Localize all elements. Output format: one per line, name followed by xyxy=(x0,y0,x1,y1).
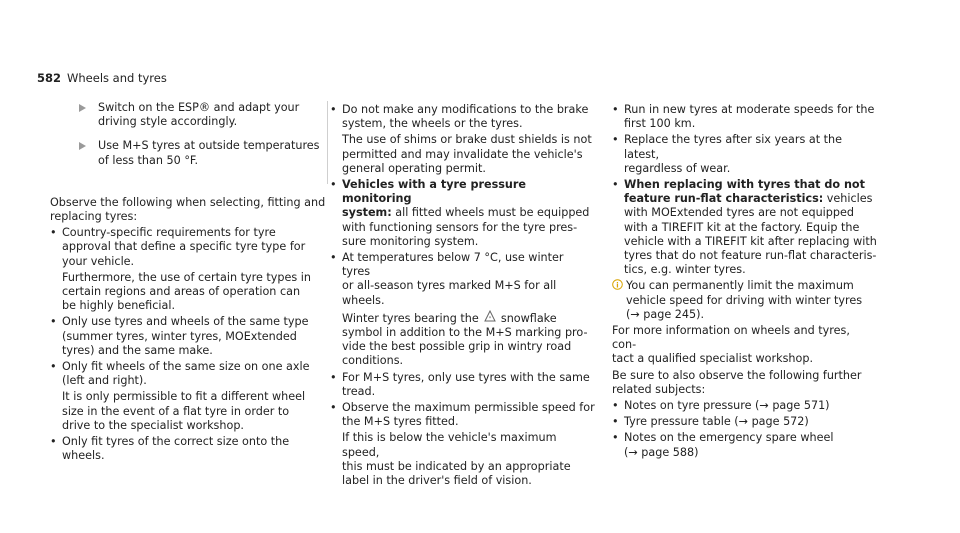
bullet-icon: • xyxy=(612,133,619,147)
step-text: Use M+S tyres at outside temperatures xyxy=(98,139,320,153)
text-line: label in the driver's field of vision. xyxy=(342,474,532,488)
text-line: vehicle speed for driving with winter tyres xyxy=(626,293,863,307)
text-line: or all-season tyres marked M+S for all xyxy=(342,279,557,293)
page-header xyxy=(37,71,167,85)
item-detail xyxy=(342,431,595,488)
text-line: regardless of wear. xyxy=(624,161,731,175)
column-3 xyxy=(612,103,877,462)
related-intro xyxy=(612,369,877,397)
bullet-icon: • xyxy=(50,360,57,374)
column-2 xyxy=(330,103,595,490)
svg-text:i: i xyxy=(616,281,619,290)
item-detail xyxy=(342,310,595,369)
text-line: vide the best possible grip in wintry road xyxy=(342,340,572,354)
text-line: with a TIREFIT kit at the factory. Equip the xyxy=(624,220,860,234)
text-run: snowflake xyxy=(500,311,557,325)
text-line: Be sure to also observe the following further xyxy=(612,368,862,382)
step-text: Switch on the ESP® and adapt your xyxy=(98,101,300,114)
text-line: certain regions and areas of operation can xyxy=(62,285,301,299)
instruction-step xyxy=(66,139,327,167)
text-line: Only fit wheels of the same size on one axle xyxy=(62,360,310,374)
page-link[interactable]: (→ page 588) xyxy=(624,445,699,459)
text-line: your vehicle. xyxy=(62,254,135,268)
text-line: the M+S tyres fitted. xyxy=(342,415,459,429)
text-line: If this is below the vehicle's maximum speed, xyxy=(342,431,557,459)
page-link[interactable]: (→ page 245). xyxy=(626,307,705,321)
text-run: vehicles xyxy=(823,192,873,206)
text-line: For more information on wheels and tyres, con- xyxy=(612,324,850,352)
text-line: permitted and may invalidate the vehicle's xyxy=(342,147,583,161)
related-link-item[interactable] xyxy=(612,431,877,459)
step-text: of less than 50 °F. xyxy=(98,153,199,167)
bullet-icon: • xyxy=(330,401,337,415)
list-item xyxy=(330,103,595,176)
list-item xyxy=(330,251,595,369)
page-link[interactable]: Tyre pressure table (→ page 572) xyxy=(624,415,809,429)
text-line: It is only permissible to fit a different wheel xyxy=(62,390,306,404)
triangle-right-icon xyxy=(79,142,86,150)
bullet-icon: • xyxy=(50,435,57,449)
bold-heading: Vehicles with a tyre pressure monitoring xyxy=(342,178,527,206)
text-line: related subjects: xyxy=(612,382,706,396)
text-line: At temperatures below 7 °C, use winter tyres xyxy=(342,251,564,279)
text-line: The use of shims or brake dust shields is not xyxy=(342,133,592,147)
bold-heading: feature run-flat characteristics: xyxy=(624,192,824,206)
text-line: Observe the maximum permissible speed for xyxy=(342,401,595,415)
snowflake-mountain-icon-svg xyxy=(484,310,496,322)
instruction-box xyxy=(66,101,328,184)
info-note xyxy=(612,279,877,322)
page-link[interactable]: Notes on tyre pressure (→ page 571) xyxy=(624,399,830,413)
text-line: tyres) and the same make. xyxy=(62,343,213,357)
text-line: tread. xyxy=(342,384,376,398)
text-line: Furthermore, the use of certain tyre types in xyxy=(62,270,311,284)
list-item xyxy=(612,178,877,277)
text-line: Only fit tyres of the correct size onto the xyxy=(62,435,290,449)
related-link-item[interactable] xyxy=(612,399,877,413)
text-line: be highly beneficial. xyxy=(62,299,176,313)
text-run: Winter tyres bearing the xyxy=(342,311,479,325)
text-line xyxy=(342,310,595,326)
text-line: tact a qualified specialist workshop. xyxy=(612,352,814,366)
text-line: (left and right). xyxy=(62,374,147,388)
list-item xyxy=(330,178,595,249)
text-line: general operating permit. xyxy=(342,161,486,175)
bullet-icon: • xyxy=(330,178,337,192)
text-line: Country-specific requirements for tyre xyxy=(62,226,276,240)
text-line: vehicle with a TIREFIT kit after replacing with xyxy=(624,234,877,248)
info-paragraph xyxy=(612,324,877,367)
text-line: conditions. xyxy=(342,354,404,368)
text-line: For M+S tyres, only use tyres with the same xyxy=(342,370,590,384)
list-item xyxy=(50,315,328,358)
bullet-icon: • xyxy=(330,251,337,265)
item-detail xyxy=(342,133,595,176)
instruction-step xyxy=(66,101,327,129)
text-line: Observe the following when selecting, fitting and xyxy=(50,195,326,209)
info-icon xyxy=(612,279,623,294)
list-item xyxy=(50,226,328,313)
list-item xyxy=(50,435,328,463)
text-line: drive to the specialist workshop. xyxy=(62,418,244,432)
text-line: with functioning sensors for the tyre pres- xyxy=(342,220,578,234)
list-item xyxy=(612,133,877,176)
text-line: with MOExtended tyres are not equipped xyxy=(624,206,854,220)
intro-text xyxy=(50,196,328,224)
list-item xyxy=(50,360,328,433)
bullet-icon: • xyxy=(330,370,337,384)
text-line: Only use tyres and wheels of the same type xyxy=(62,315,309,329)
text-line: sure monitoring system. xyxy=(342,234,479,248)
related-link-item[interactable] xyxy=(612,415,877,429)
list-item xyxy=(612,103,877,131)
page-number: 582 xyxy=(37,71,62,85)
bullet-icon: • xyxy=(612,431,619,445)
column-1 xyxy=(50,101,328,465)
list-item xyxy=(330,371,595,399)
bold-heading: When replacing with tyres that do not xyxy=(624,178,865,192)
text-line: tyres that do not feature run-flat characteris- xyxy=(624,249,877,263)
text-line: wheels. xyxy=(62,449,105,463)
text-line xyxy=(342,206,595,220)
text-line: system, the wheels or the tyres. xyxy=(342,117,523,131)
text-line: approval that define a specific tyre type for xyxy=(62,240,306,254)
bullet-icon: • xyxy=(612,415,619,429)
text-line: symbol in addition to the M+S marking pro- xyxy=(342,326,588,340)
page-link[interactable]: Notes on the emergency spare wheel xyxy=(624,431,834,445)
text-line xyxy=(624,192,877,206)
svg-text:*: * xyxy=(488,315,492,322)
text-line: this must be indicated by an appropriate xyxy=(342,459,571,473)
snowflake-mountain-icon xyxy=(482,310,497,326)
text-line: replacing tyres: xyxy=(50,210,138,224)
step-text: driving style accordingly. xyxy=(98,115,238,129)
text-line: wheels. xyxy=(342,293,385,307)
bullet-icon: • xyxy=(612,399,619,413)
section-title: Wheels and tyres xyxy=(67,71,167,85)
text-line: size in the event of a flat tyre in order to xyxy=(62,404,290,418)
text-line: (summer tyres, winter tyres, MOExtended xyxy=(62,329,297,343)
triangle-right-icon xyxy=(79,104,86,112)
text-line: Replace the tyres after six years at the latest, xyxy=(624,133,842,161)
bullet-icon: • xyxy=(50,315,57,329)
bullet-icon: • xyxy=(50,226,57,240)
text-line: Do not make any modifications to the brake xyxy=(342,103,589,116)
info-icon-svg xyxy=(612,279,623,290)
text-run: all fitted wheels must be equipped xyxy=(391,206,590,220)
text-line: You can permanently limit the maximum xyxy=(626,279,854,293)
bold-heading: system: xyxy=(342,206,392,220)
text-line: Run in new tyres at moderate speeds for the xyxy=(624,103,875,116)
bullet-icon: • xyxy=(612,103,619,116)
text-line: first 100 km. xyxy=(624,117,696,131)
selection-notes xyxy=(50,196,328,464)
item-detail xyxy=(62,271,328,314)
text-line: tics, e.g. winter tyres. xyxy=(624,263,746,277)
list-item xyxy=(330,401,595,488)
bullet-icon: • xyxy=(330,103,337,116)
item-detail xyxy=(62,390,328,433)
bullet-icon: • xyxy=(612,178,619,192)
